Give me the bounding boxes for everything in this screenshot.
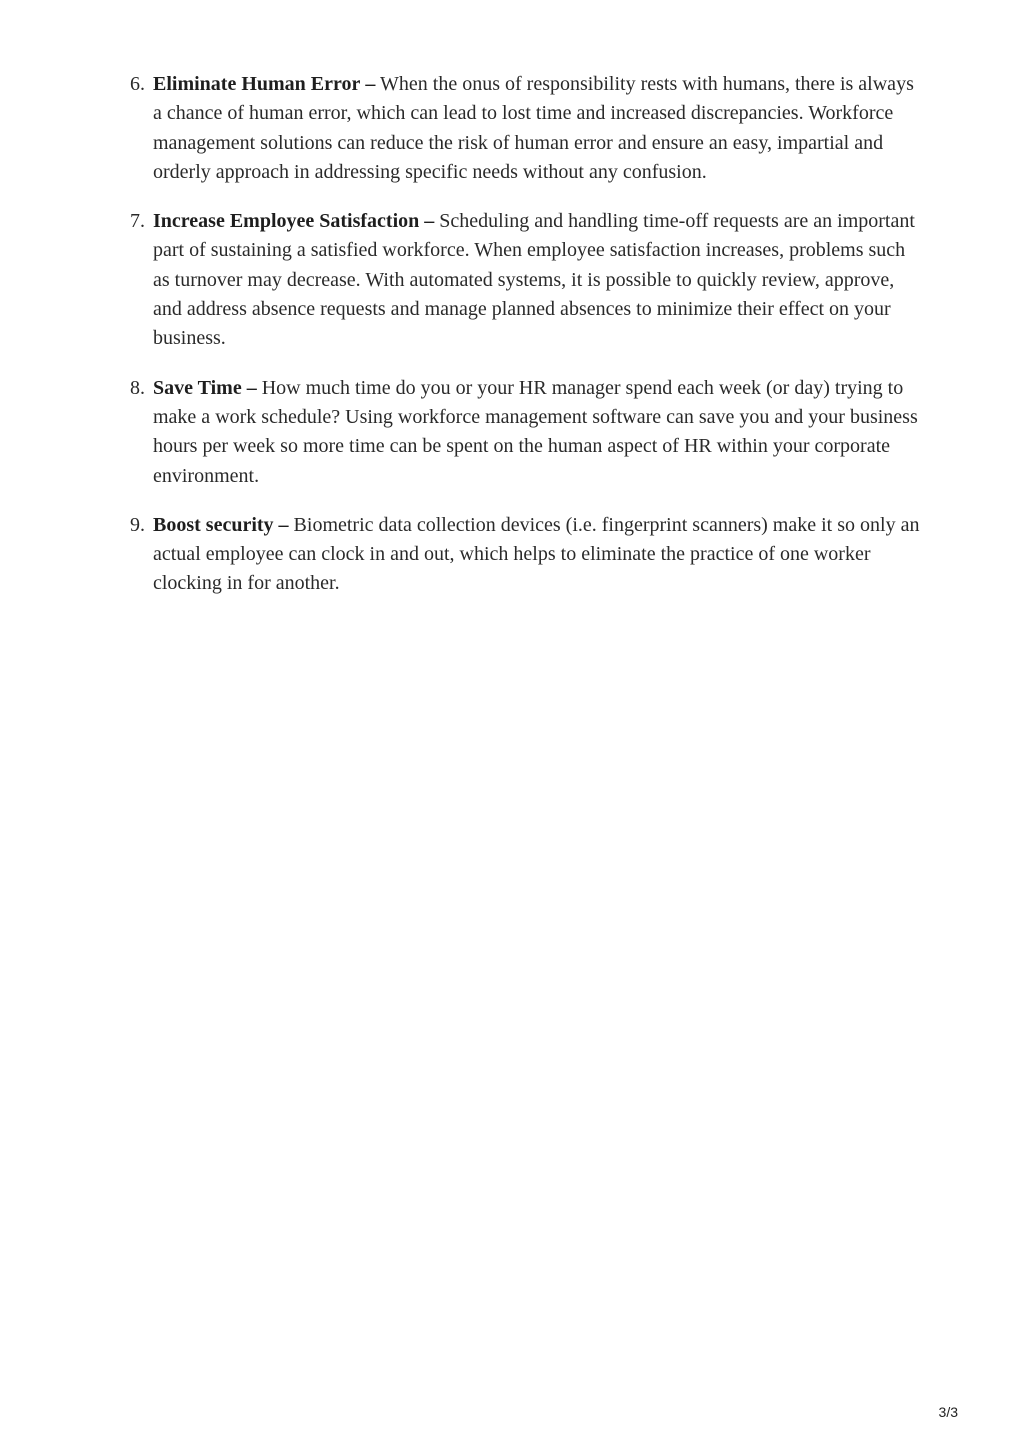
- item-dash: –: [246, 376, 257, 399]
- item-heading: Save Time: [153, 376, 242, 399]
- item-text: When the onus of responsibility rests with humans, there is always a chance of human error, which can lead to lost time and increased discrepancies. Workforce management solutions can reduce the risk of human error and ensure an easy, impartial and orderly approach in addressing specific needs without any confusion.: [153, 73, 914, 183]
- item-text: Scheduling and handling time-off requests are an important part of sustaining a satisfied workforce. When employee satisfaction increases, problems such as turnover may decrease. With automated systems, it is possible to quickly review, approve, and address absence requests and manage planned absences to minimize their effect on your business.: [153, 210, 915, 350]
- item-dash: –: [365, 73, 376, 95]
- item-dash: –: [278, 513, 289, 536]
- item-number: 9.: [130, 513, 145, 536]
- item-heading: Eliminate Human Error: [153, 73, 361, 95]
- item-heading: Increase Employee Satisfaction: [153, 210, 420, 233]
- item-heading: Boost security: [153, 513, 274, 536]
- item-number: 7.: [130, 210, 145, 233]
- list-item: [0, 70, 923, 187]
- item-dash: –: [424, 210, 435, 233]
- benefits-list: [0, 70, 1024, 599]
- list-item: [0, 374, 923, 491]
- item-number: 6.: [130, 73, 145, 95]
- item-text: Biometric data collection devices (i.e. fingerprint scanners) make it so only an actual employee can clock in and out, which helps to eliminate the practice of one worker clocking in for another.: [153, 513, 920, 595]
- list-item: [0, 511, 923, 599]
- list-item: [0, 207, 923, 353]
- page-number: 3/3: [938, 1404, 958, 1420]
- item-number: 8.: [130, 376, 145, 399]
- item-text: How much time do you or your HR manager spend each week (or day) trying to make a work schedule? Using workforce management software can save you and your business hours per week so more time can be spent on the human aspect of HR within your corporate environment.: [153, 376, 918, 487]
- document-body: [0, 70, 1024, 619]
